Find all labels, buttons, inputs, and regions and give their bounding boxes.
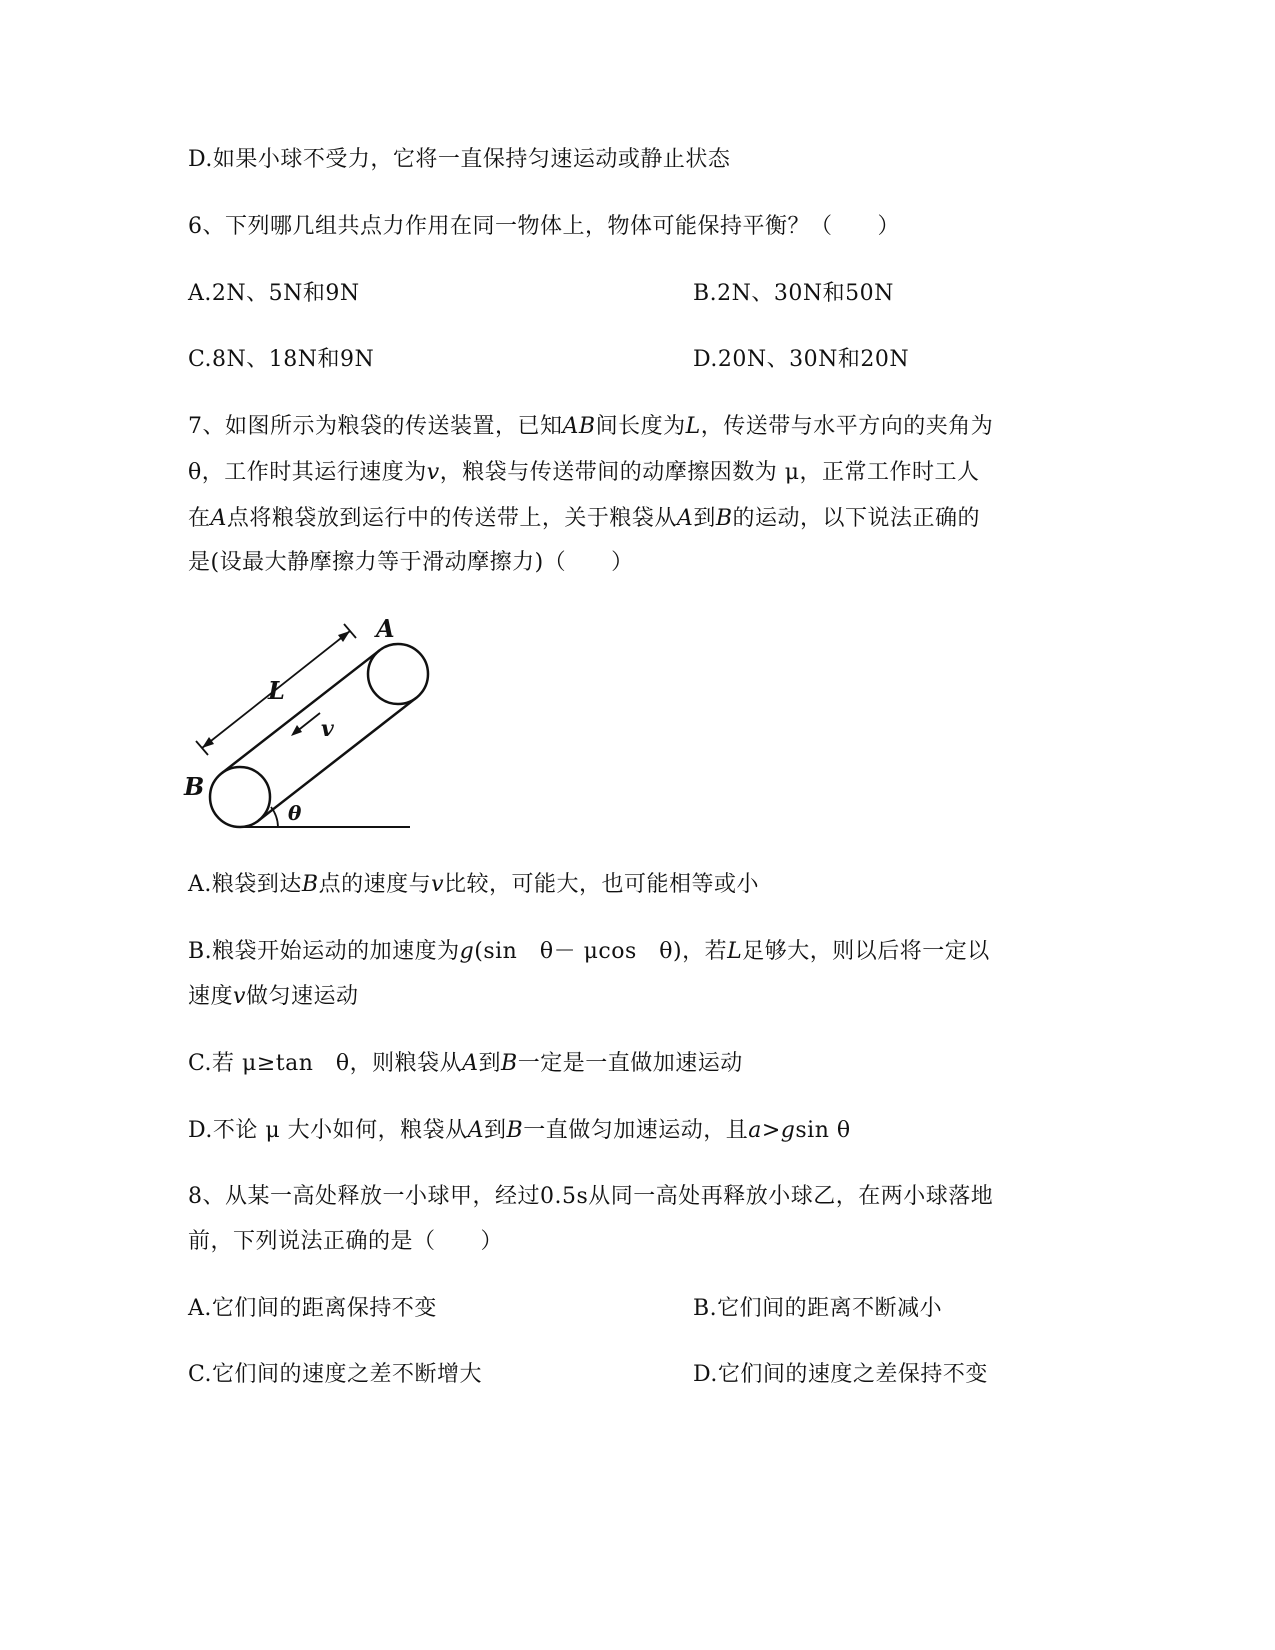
length-arrow-bottom: [202, 737, 214, 748]
q6-stem: 6、下列哪几组共点力作用在同一物体上，物体可能保持平衡？（ ）: [188, 214, 900, 239]
belt-bottom: [258, 698, 416, 821]
velocity-arrowhead: [291, 725, 302, 736]
q5-option-d: D.如果小球不受力，它将一直保持匀速运动或静止状态: [188, 147, 731, 172]
q8-option-c: C.它们间的速度之差不断增大: [188, 1362, 483, 1387]
q8-option-a: A.它们间的距离保持不变: [188, 1296, 437, 1321]
theta-arc: [271, 807, 278, 827]
label-B: B: [184, 772, 205, 801]
q6-option-b: B.2N、30N和50N: [693, 281, 894, 306]
label-A: A: [376, 615, 395, 643]
belt-top: [222, 650, 380, 773]
q7-option-c: C.若 μ≥tan θ，则粮袋从A到B一定是一直做加速运动: [188, 1051, 743, 1076]
q6-option-c: C.8N、18N和9N: [188, 347, 375, 372]
q8-option-d: D.它们间的速度之差保持不变: [693, 1362, 988, 1387]
conveyor-belt-figure: [180, 615, 440, 845]
q7-stem-line1: 7、如图所示为粮袋的传送装置，已知AB间长度为L，传送带与水平方向的夹角为: [188, 414, 994, 439]
q8-option-b: B.它们间的距离不断减小: [693, 1296, 943, 1321]
q7-option-b-line1: B.粮袋开始运动的加速度为g(sin θ－ μcos θ)，若L足够大，则以后将一定以: [188, 939, 990, 964]
q6-option-d: D.20N、30N和20N: [693, 347, 910, 372]
q8-stem-line1: 8、从某一高处释放一小球甲，经过0.5s从同一高处再释放小球乙，在两小球落地: [188, 1184, 994, 1209]
q7-option-d: D.不论 μ 大小如何，粮袋从A到B一直做匀加速运动，且a>gsin θ: [188, 1118, 851, 1143]
q7-stem-line4: 是(设最大静摩擦力等于滑动摩擦力)（ ）: [188, 550, 634, 575]
label-L: L: [268, 676, 285, 705]
q7-option-a: A.粮袋到达B点的速度与v比较，可能大，也可能相等或小: [188, 872, 760, 897]
q7-option-b-line2: 速度v做匀速运动: [188, 984, 359, 1009]
length-arrow-top: [338, 631, 350, 642]
label-v: v: [321, 716, 334, 742]
label-theta: θ: [288, 801, 302, 825]
q7-stem-line3: 在A点将粮袋放到运行中的传送带上，关于粮袋从A到B的运动，以下说法正确的: [188, 506, 981, 531]
q8-stem-line2: 前，下列说法正确的是（ ）: [188, 1229, 504, 1254]
q7-stem-line2: θ，工作时其运行速度为v，粮袋与传送带间的动摩擦因数为 μ，正常工作时工人: [188, 460, 980, 485]
q6-option-a: A.2N、5N和9N: [188, 281, 360, 306]
